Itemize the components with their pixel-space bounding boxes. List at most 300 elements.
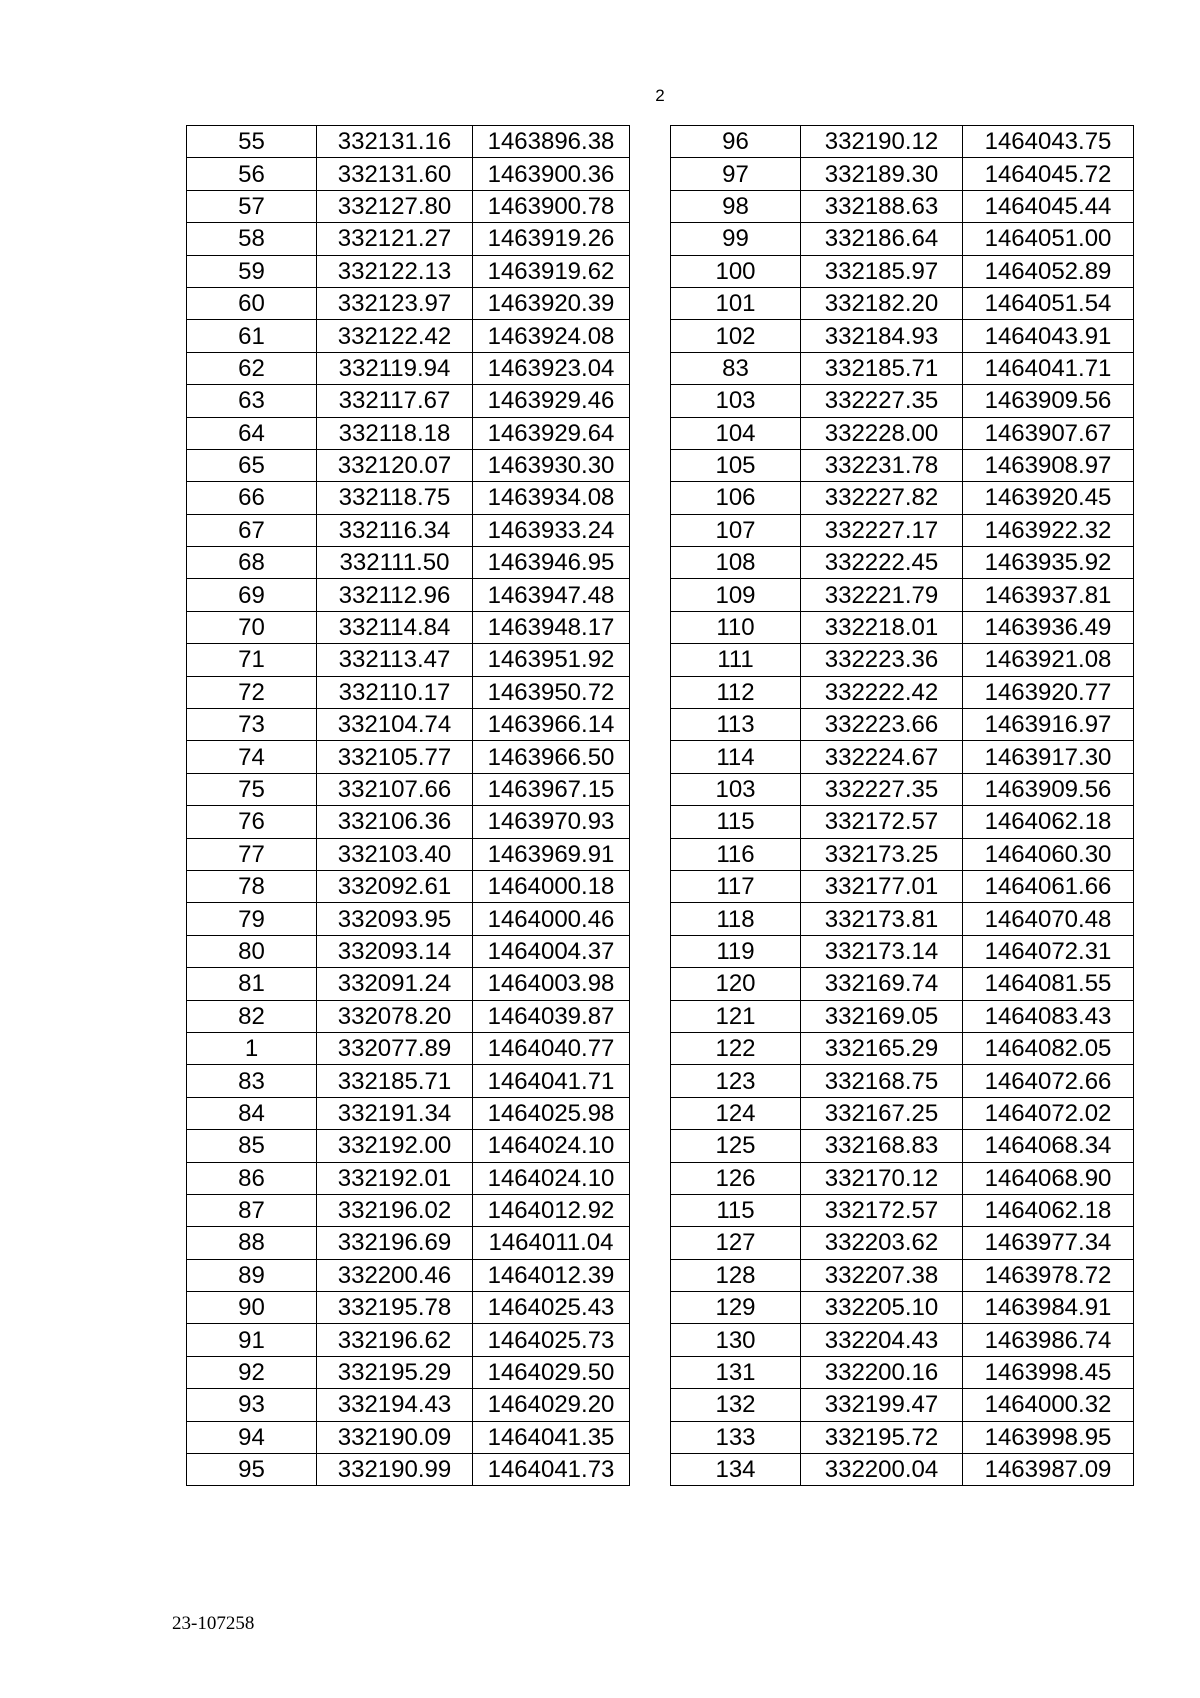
point-number-cell: 114 bbox=[671, 741, 801, 773]
point-number-cell: 133 bbox=[671, 1421, 801, 1453]
x-coordinate-cell: 332106.36 bbox=[317, 806, 473, 838]
point-number-cell: 76 bbox=[187, 806, 317, 838]
point-number-cell: 1 bbox=[187, 1032, 317, 1064]
x-coordinate-cell: 332114.84 bbox=[317, 611, 473, 643]
y-coordinate-cell: 1463987.09 bbox=[963, 1454, 1134, 1486]
point-number-cell: 113 bbox=[671, 709, 801, 741]
y-coordinate-cell: 1463924.08 bbox=[473, 320, 630, 352]
y-coordinate-cell: 1464068.34 bbox=[963, 1130, 1134, 1162]
point-number-cell: 68 bbox=[187, 547, 317, 579]
table-row bbox=[671, 1162, 1134, 1194]
x-coordinate-cell: 332200.16 bbox=[801, 1356, 963, 1388]
table-row bbox=[671, 1065, 1134, 1097]
point-number-cell: 111 bbox=[671, 644, 801, 676]
y-coordinate-cell: 1464003.98 bbox=[473, 968, 630, 1000]
y-coordinate-cell: 1464000.46 bbox=[473, 903, 630, 935]
table-row bbox=[671, 1097, 1134, 1129]
x-coordinate-cell: 332173.25 bbox=[801, 838, 963, 870]
y-coordinate-cell: 1464040.77 bbox=[473, 1032, 630, 1064]
x-coordinate-cell: 332204.43 bbox=[801, 1324, 963, 1356]
table-row bbox=[187, 838, 630, 870]
x-coordinate-cell: 332122.42 bbox=[317, 320, 473, 352]
table-row bbox=[187, 611, 630, 643]
page-number: 2 bbox=[655, 86, 665, 105]
table-row bbox=[187, 514, 630, 546]
y-coordinate-cell: 1464072.66 bbox=[963, 1065, 1134, 1097]
point-number-cell: 55 bbox=[187, 126, 317, 158]
table-row bbox=[671, 547, 1134, 579]
point-number-cell: 131 bbox=[671, 1356, 801, 1388]
x-coordinate-cell: 332120.07 bbox=[317, 449, 473, 481]
x-coordinate-cell: 332169.05 bbox=[801, 1000, 963, 1032]
point-number-cell: 71 bbox=[187, 644, 317, 676]
x-coordinate-cell: 332119.94 bbox=[317, 352, 473, 384]
table-row bbox=[187, 287, 630, 319]
point-number-cell: 65 bbox=[187, 449, 317, 481]
x-coordinate-cell: 332188.63 bbox=[801, 190, 963, 222]
table-row bbox=[187, 806, 630, 838]
x-coordinate-cell: 332207.38 bbox=[801, 1259, 963, 1291]
y-coordinate-cell: 1464052.89 bbox=[963, 255, 1134, 287]
y-coordinate-cell: 1463936.49 bbox=[963, 611, 1134, 643]
x-coordinate-cell: 332223.66 bbox=[801, 709, 963, 741]
point-number-cell: 72 bbox=[187, 676, 317, 708]
y-coordinate-cell: 1464070.48 bbox=[963, 903, 1134, 935]
table-row bbox=[671, 870, 1134, 902]
x-coordinate-cell: 332224.67 bbox=[801, 741, 963, 773]
point-number-cell: 83 bbox=[187, 1065, 317, 1097]
x-coordinate-cell: 332227.35 bbox=[801, 773, 963, 805]
point-number-cell: 99 bbox=[671, 223, 801, 255]
coordinates-table-right bbox=[670, 125, 1134, 1486]
point-number-cell: 96 bbox=[671, 126, 801, 158]
point-number-cell: 108 bbox=[671, 547, 801, 579]
table-row bbox=[187, 1324, 630, 1356]
point-number-cell: 69 bbox=[187, 579, 317, 611]
y-coordinate-cell: 1463946.95 bbox=[473, 547, 630, 579]
table-row bbox=[187, 417, 630, 449]
y-coordinate-cell: 1463950.72 bbox=[473, 676, 630, 708]
point-number-cell: 107 bbox=[671, 514, 801, 546]
point-number-cell: 84 bbox=[187, 1097, 317, 1129]
y-coordinate-cell: 1463919.26 bbox=[473, 223, 630, 255]
y-coordinate-cell: 1463919.62 bbox=[473, 255, 630, 287]
point-number-cell: 129 bbox=[671, 1292, 801, 1324]
point-number-cell: 125 bbox=[671, 1130, 801, 1162]
point-number-cell: 115 bbox=[671, 806, 801, 838]
table-row bbox=[187, 320, 630, 352]
x-coordinate-cell: 332118.18 bbox=[317, 417, 473, 449]
x-coordinate-cell: 332192.01 bbox=[317, 1162, 473, 1194]
point-number-cell: 134 bbox=[671, 1454, 801, 1486]
table-row bbox=[187, 1259, 630, 1291]
x-coordinate-cell: 332117.67 bbox=[317, 385, 473, 417]
table-row bbox=[187, 482, 630, 514]
y-coordinate-cell: 1463935.92 bbox=[963, 547, 1134, 579]
table-row bbox=[671, 190, 1134, 222]
table-row bbox=[671, 806, 1134, 838]
point-number-cell: 57 bbox=[187, 190, 317, 222]
x-coordinate-cell: 332185.71 bbox=[317, 1065, 473, 1097]
point-number-cell: 94 bbox=[187, 1421, 317, 1453]
y-coordinate-cell: 1463986.74 bbox=[963, 1324, 1134, 1356]
point-number-cell: 89 bbox=[187, 1259, 317, 1291]
table-row bbox=[671, 611, 1134, 643]
point-number-cell: 115 bbox=[671, 1194, 801, 1226]
y-coordinate-cell: 1463896.38 bbox=[473, 126, 630, 158]
table-row bbox=[187, 773, 630, 805]
point-number-cell: 121 bbox=[671, 1000, 801, 1032]
y-coordinate-cell: 1464043.75 bbox=[963, 126, 1134, 158]
point-number-cell: 60 bbox=[187, 287, 317, 319]
table-row bbox=[671, 1032, 1134, 1064]
table-row bbox=[671, 1421, 1134, 1453]
table-row bbox=[187, 1162, 630, 1194]
point-number-cell: 127 bbox=[671, 1227, 801, 1259]
x-coordinate-cell: 332131.60 bbox=[317, 158, 473, 190]
table-row bbox=[671, 709, 1134, 741]
y-coordinate-cell: 1463920.77 bbox=[963, 676, 1134, 708]
y-coordinate-cell: 1464082.05 bbox=[963, 1032, 1134, 1064]
x-coordinate-cell: 332200.04 bbox=[801, 1454, 963, 1486]
table-row bbox=[671, 1389, 1134, 1421]
x-coordinate-cell: 332105.77 bbox=[317, 741, 473, 773]
point-number-cell: 77 bbox=[187, 838, 317, 870]
y-coordinate-cell: 1463923.04 bbox=[473, 352, 630, 384]
table-row bbox=[671, 1227, 1134, 1259]
y-coordinate-cell: 1464004.37 bbox=[473, 935, 630, 967]
point-number-cell: 119 bbox=[671, 935, 801, 967]
point-number-cell: 123 bbox=[671, 1065, 801, 1097]
table-row bbox=[671, 968, 1134, 1000]
x-coordinate-cell: 332191.34 bbox=[317, 1097, 473, 1129]
coordinates-table-left-body bbox=[187, 126, 630, 1486]
y-coordinate-cell: 1464051.54 bbox=[963, 287, 1134, 319]
table-row bbox=[187, 1454, 630, 1486]
table-row bbox=[671, 1194, 1134, 1226]
table-row bbox=[187, 385, 630, 417]
x-coordinate-cell: 332112.96 bbox=[317, 579, 473, 611]
table-row bbox=[671, 126, 1134, 158]
y-coordinate-cell: 1463998.45 bbox=[963, 1356, 1134, 1388]
x-coordinate-cell: 332194.43 bbox=[317, 1389, 473, 1421]
x-coordinate-cell: 332222.42 bbox=[801, 676, 963, 708]
y-coordinate-cell: 1464083.43 bbox=[963, 1000, 1134, 1032]
point-number-cell: 102 bbox=[671, 320, 801, 352]
y-coordinate-cell: 1463969.91 bbox=[473, 838, 630, 870]
table-row bbox=[187, 190, 630, 222]
y-coordinate-cell: 1464041.71 bbox=[473, 1065, 630, 1097]
point-number-cell: 85 bbox=[187, 1130, 317, 1162]
y-coordinate-cell: 1463907.67 bbox=[963, 417, 1134, 449]
table-row bbox=[671, 1259, 1134, 1291]
point-number-cell: 86 bbox=[187, 1162, 317, 1194]
y-coordinate-cell: 1463948.17 bbox=[473, 611, 630, 643]
y-coordinate-cell: 1463984.91 bbox=[963, 1292, 1134, 1324]
x-coordinate-cell: 332199.47 bbox=[801, 1389, 963, 1421]
point-number-cell: 63 bbox=[187, 385, 317, 417]
x-coordinate-cell: 332173.14 bbox=[801, 935, 963, 967]
x-coordinate-cell: 332231.78 bbox=[801, 449, 963, 481]
table-row bbox=[187, 676, 630, 708]
table-row bbox=[187, 449, 630, 481]
table-row bbox=[671, 482, 1134, 514]
x-coordinate-cell: 332185.71 bbox=[801, 352, 963, 384]
point-number-cell: 82 bbox=[187, 1000, 317, 1032]
table-row bbox=[187, 352, 630, 384]
point-number-cell: 92 bbox=[187, 1356, 317, 1388]
point-number-cell: 80 bbox=[187, 935, 317, 967]
x-coordinate-cell: 332196.02 bbox=[317, 1194, 473, 1226]
x-coordinate-cell: 332104.74 bbox=[317, 709, 473, 741]
x-coordinate-cell: 332113.47 bbox=[317, 644, 473, 676]
x-coordinate-cell: 332185.97 bbox=[801, 255, 963, 287]
table-row bbox=[187, 870, 630, 902]
table-row bbox=[671, 935, 1134, 967]
x-coordinate-cell: 332192.00 bbox=[317, 1130, 473, 1162]
table-row bbox=[671, 449, 1134, 481]
x-coordinate-cell: 332186.64 bbox=[801, 223, 963, 255]
table-row bbox=[187, 1130, 630, 1162]
point-number-cell: 106 bbox=[671, 482, 801, 514]
x-coordinate-cell: 332196.62 bbox=[317, 1324, 473, 1356]
y-coordinate-cell: 1463909.56 bbox=[963, 773, 1134, 805]
y-coordinate-cell: 1464072.31 bbox=[963, 935, 1134, 967]
y-coordinate-cell: 1464068.90 bbox=[963, 1162, 1134, 1194]
table-row bbox=[671, 514, 1134, 546]
table-row bbox=[187, 741, 630, 773]
point-number-cell: 132 bbox=[671, 1389, 801, 1421]
point-number-cell: 103 bbox=[671, 773, 801, 805]
table-row bbox=[187, 935, 630, 967]
y-coordinate-cell: 1464043.91 bbox=[963, 320, 1134, 352]
point-number-cell: 67 bbox=[187, 514, 317, 546]
table-row bbox=[671, 223, 1134, 255]
point-number-cell: 126 bbox=[671, 1162, 801, 1194]
y-coordinate-cell: 1464024.10 bbox=[473, 1130, 630, 1162]
table-row bbox=[671, 741, 1134, 773]
table-row bbox=[671, 1454, 1134, 1486]
table-row bbox=[187, 547, 630, 579]
x-coordinate-cell: 332077.89 bbox=[317, 1032, 473, 1064]
table-row bbox=[671, 255, 1134, 287]
table-row bbox=[187, 1065, 630, 1097]
table-row bbox=[187, 903, 630, 935]
y-coordinate-cell: 1463937.81 bbox=[963, 579, 1134, 611]
point-number-cell: 73 bbox=[187, 709, 317, 741]
point-number-cell: 100 bbox=[671, 255, 801, 287]
y-coordinate-cell: 1464029.20 bbox=[473, 1389, 630, 1421]
point-number-cell: 66 bbox=[187, 482, 317, 514]
x-coordinate-cell: 332111.50 bbox=[317, 547, 473, 579]
table-row bbox=[187, 1356, 630, 1388]
table-row bbox=[187, 1389, 630, 1421]
table-row bbox=[671, 903, 1134, 935]
y-coordinate-cell: 1463970.93 bbox=[473, 806, 630, 838]
point-number-cell: 74 bbox=[187, 741, 317, 773]
y-coordinate-cell: 1464039.87 bbox=[473, 1000, 630, 1032]
y-coordinate-cell: 1463977.34 bbox=[963, 1227, 1134, 1259]
point-number-cell: 97 bbox=[671, 158, 801, 190]
y-coordinate-cell: 1464045.44 bbox=[963, 190, 1134, 222]
y-coordinate-cell: 1464061.66 bbox=[963, 870, 1134, 902]
table-row bbox=[187, 126, 630, 158]
x-coordinate-cell: 332189.30 bbox=[801, 158, 963, 190]
x-coordinate-cell: 332218.01 bbox=[801, 611, 963, 643]
y-coordinate-cell: 1464051.00 bbox=[963, 223, 1134, 255]
point-number-cell: 128 bbox=[671, 1259, 801, 1291]
y-coordinate-cell: 1464000.18 bbox=[473, 870, 630, 902]
point-number-cell: 98 bbox=[671, 190, 801, 222]
table-row bbox=[187, 1292, 630, 1324]
table-row bbox=[671, 1324, 1134, 1356]
point-number-cell: 78 bbox=[187, 870, 317, 902]
table-row bbox=[187, 1000, 630, 1032]
y-coordinate-cell: 1463966.50 bbox=[473, 741, 630, 773]
point-number-cell: 91 bbox=[187, 1324, 317, 1356]
y-coordinate-cell: 1463998.95 bbox=[963, 1421, 1134, 1453]
table-row bbox=[671, 579, 1134, 611]
x-coordinate-cell: 332168.75 bbox=[801, 1065, 963, 1097]
table-row bbox=[187, 223, 630, 255]
x-coordinate-cell: 332167.25 bbox=[801, 1097, 963, 1129]
x-coordinate-cell: 332205.10 bbox=[801, 1292, 963, 1324]
x-coordinate-cell: 332103.40 bbox=[317, 838, 473, 870]
x-coordinate-cell: 332091.24 bbox=[317, 968, 473, 1000]
y-coordinate-cell: 1463947.48 bbox=[473, 579, 630, 611]
point-number-cell: 59 bbox=[187, 255, 317, 287]
x-coordinate-cell: 332227.35 bbox=[801, 385, 963, 417]
table-row bbox=[187, 1097, 630, 1129]
y-coordinate-cell: 1463978.72 bbox=[963, 1259, 1134, 1291]
x-coordinate-cell: 332110.17 bbox=[317, 676, 473, 708]
y-coordinate-cell: 1463900.78 bbox=[473, 190, 630, 222]
table-row bbox=[187, 1194, 630, 1226]
point-number-cell: 124 bbox=[671, 1097, 801, 1129]
table-row bbox=[671, 158, 1134, 190]
y-coordinate-cell: 1464045.72 bbox=[963, 158, 1134, 190]
table-row bbox=[187, 709, 630, 741]
x-coordinate-cell: 332170.12 bbox=[801, 1162, 963, 1194]
x-coordinate-cell: 332131.16 bbox=[317, 126, 473, 158]
x-coordinate-cell: 332195.29 bbox=[317, 1356, 473, 1388]
table-row bbox=[671, 1130, 1134, 1162]
y-coordinate-cell: 1464024.10 bbox=[473, 1162, 630, 1194]
coordinates-table-left bbox=[186, 125, 630, 1486]
table-row bbox=[671, 320, 1134, 352]
table-row bbox=[671, 1292, 1134, 1324]
point-number-cell: 130 bbox=[671, 1324, 801, 1356]
y-coordinate-cell: 1464011.04 bbox=[473, 1227, 630, 1259]
x-coordinate-cell: 332127.80 bbox=[317, 190, 473, 222]
x-coordinate-cell: 332092.61 bbox=[317, 870, 473, 902]
x-coordinate-cell: 332195.72 bbox=[801, 1421, 963, 1453]
x-coordinate-cell: 332165.29 bbox=[801, 1032, 963, 1064]
y-coordinate-cell: 1463900.36 bbox=[473, 158, 630, 190]
x-coordinate-cell: 332173.81 bbox=[801, 903, 963, 935]
point-number-cell: 90 bbox=[187, 1292, 317, 1324]
point-number-cell: 79 bbox=[187, 903, 317, 935]
y-coordinate-cell: 1464012.92 bbox=[473, 1194, 630, 1226]
table-row bbox=[671, 352, 1134, 384]
x-coordinate-cell: 332177.01 bbox=[801, 870, 963, 902]
y-coordinate-cell: 1464025.43 bbox=[473, 1292, 630, 1324]
y-coordinate-cell: 1463930.30 bbox=[473, 449, 630, 481]
x-coordinate-cell: 332190.99 bbox=[317, 1454, 473, 1486]
table-row bbox=[671, 287, 1134, 319]
y-coordinate-cell: 1464062.18 bbox=[963, 806, 1134, 838]
point-number-cell: 118 bbox=[671, 903, 801, 935]
point-number-cell: 122 bbox=[671, 1032, 801, 1064]
table-row bbox=[671, 773, 1134, 805]
y-coordinate-cell: 1463929.46 bbox=[473, 385, 630, 417]
y-coordinate-cell: 1464029.50 bbox=[473, 1356, 630, 1388]
point-number-cell: 116 bbox=[671, 838, 801, 870]
y-coordinate-cell: 1463966.14 bbox=[473, 709, 630, 741]
point-number-cell: 70 bbox=[187, 611, 317, 643]
x-coordinate-cell: 332118.75 bbox=[317, 482, 473, 514]
y-coordinate-cell: 1463967.15 bbox=[473, 773, 630, 805]
point-number-cell: 81 bbox=[187, 968, 317, 1000]
point-number-cell: 104 bbox=[671, 417, 801, 449]
y-coordinate-cell: 1464072.02 bbox=[963, 1097, 1134, 1129]
x-coordinate-cell: 332200.46 bbox=[317, 1259, 473, 1291]
point-number-cell: 103 bbox=[671, 385, 801, 417]
y-coordinate-cell: 1463921.08 bbox=[963, 644, 1134, 676]
point-number-cell: 61 bbox=[187, 320, 317, 352]
y-coordinate-cell: 1464060.30 bbox=[963, 838, 1134, 870]
x-coordinate-cell: 332203.62 bbox=[801, 1227, 963, 1259]
point-number-cell: 95 bbox=[187, 1454, 317, 1486]
y-coordinate-cell: 1464025.98 bbox=[473, 1097, 630, 1129]
table-row bbox=[187, 1227, 630, 1259]
x-coordinate-cell: 332223.36 bbox=[801, 644, 963, 676]
table-row bbox=[671, 417, 1134, 449]
y-coordinate-cell: 1464012.39 bbox=[473, 1259, 630, 1291]
x-coordinate-cell: 332184.93 bbox=[801, 320, 963, 352]
table-row bbox=[671, 644, 1134, 676]
x-coordinate-cell: 332078.20 bbox=[317, 1000, 473, 1032]
x-coordinate-cell: 332172.57 bbox=[801, 806, 963, 838]
y-coordinate-cell: 1463934.08 bbox=[473, 482, 630, 514]
x-coordinate-cell: 332093.95 bbox=[317, 903, 473, 935]
x-coordinate-cell: 332116.34 bbox=[317, 514, 473, 546]
point-number-cell: 120 bbox=[671, 968, 801, 1000]
x-coordinate-cell: 332093.14 bbox=[317, 935, 473, 967]
point-number-cell: 58 bbox=[187, 223, 317, 255]
x-coordinate-cell: 332221.79 bbox=[801, 579, 963, 611]
y-coordinate-cell: 1463920.45 bbox=[963, 482, 1134, 514]
table-row bbox=[187, 644, 630, 676]
y-coordinate-cell: 1463933.24 bbox=[473, 514, 630, 546]
x-coordinate-cell: 332121.27 bbox=[317, 223, 473, 255]
y-coordinate-cell: 1463917.30 bbox=[963, 741, 1134, 773]
x-coordinate-cell: 332172.57 bbox=[801, 1194, 963, 1226]
point-number-cell: 88 bbox=[187, 1227, 317, 1259]
x-coordinate-cell: 332107.66 bbox=[317, 773, 473, 805]
y-coordinate-cell: 1463908.97 bbox=[963, 449, 1134, 481]
point-number-cell: 112 bbox=[671, 676, 801, 708]
y-coordinate-cell: 1464062.18 bbox=[963, 1194, 1134, 1226]
table-row bbox=[187, 968, 630, 1000]
x-coordinate-cell: 332195.78 bbox=[317, 1292, 473, 1324]
x-coordinate-cell: 332123.97 bbox=[317, 287, 473, 319]
point-number-cell: 110 bbox=[671, 611, 801, 643]
document-id: 23-107258 bbox=[172, 1613, 255, 1634]
y-coordinate-cell: 1464000.32 bbox=[963, 1389, 1134, 1421]
table-row bbox=[671, 385, 1134, 417]
table-row bbox=[187, 1421, 630, 1453]
